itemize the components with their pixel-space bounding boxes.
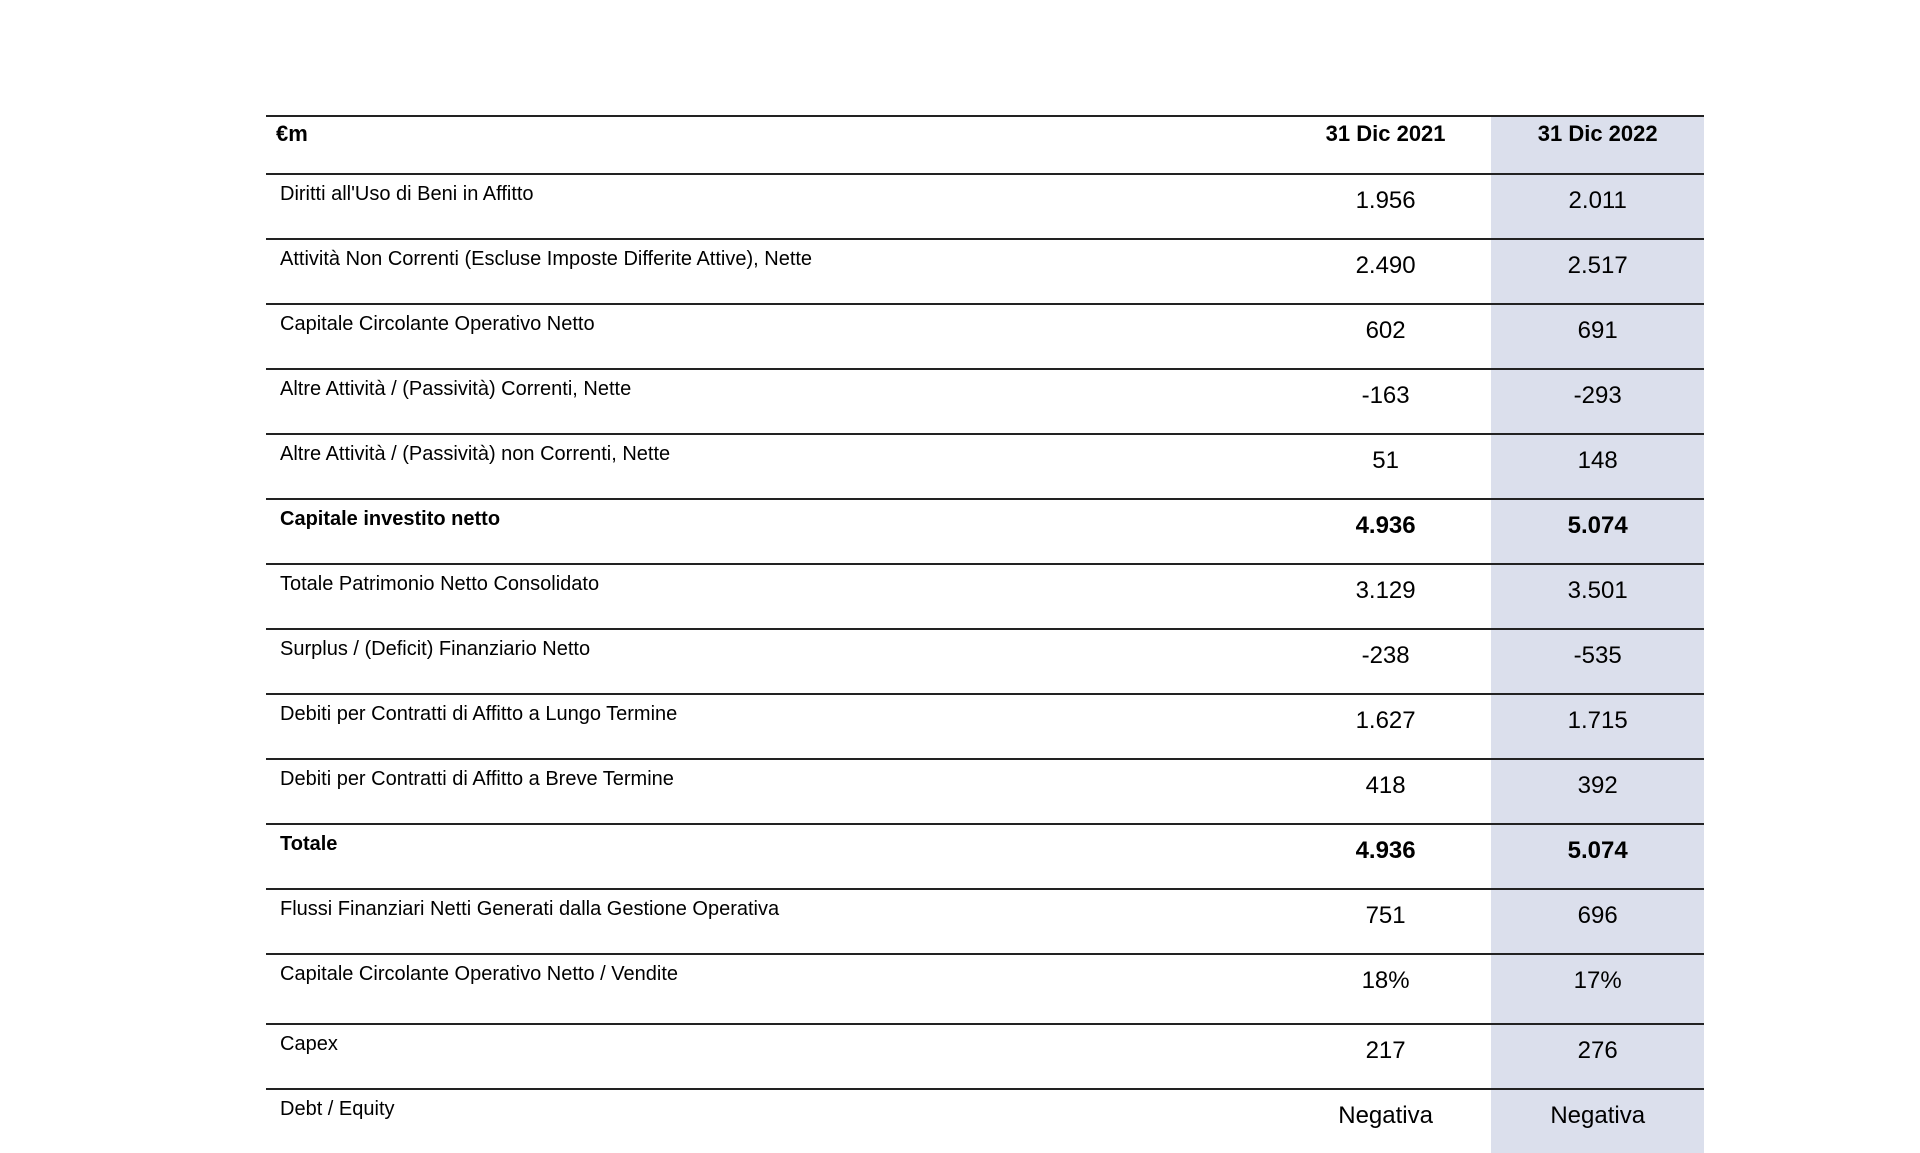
header-unit-label: €m bbox=[266, 116, 1280, 174]
row-label: Totale Patrimonio Netto Consolidato bbox=[266, 564, 1280, 629]
table-row bbox=[266, 824, 1704, 889]
row-label: Surplus / (Deficit) Finanziario Netto bbox=[266, 629, 1280, 694]
row-value-2022: 2.517 bbox=[1491, 239, 1704, 304]
table-row bbox=[266, 629, 1704, 694]
table-row bbox=[266, 954, 1704, 1024]
table-row bbox=[266, 1024, 1704, 1089]
row-value-2022: 392 bbox=[1491, 759, 1704, 824]
row-value-2021: -163 bbox=[1280, 369, 1492, 434]
row-value-2022: 691 bbox=[1491, 304, 1704, 369]
row-value-2021: 51 bbox=[1280, 434, 1492, 499]
row-label: Totale bbox=[266, 824, 1280, 889]
financial-summary-table bbox=[266, 115, 1704, 1153]
table-row bbox=[266, 174, 1704, 239]
row-label: Capitale Circolante Operativo Netto bbox=[266, 304, 1280, 369]
row-value-2021: -238 bbox=[1280, 629, 1492, 694]
table-row bbox=[266, 239, 1704, 304]
header-col-2021: 31 Dic 2021 bbox=[1280, 116, 1492, 174]
table-row bbox=[266, 889, 1704, 954]
header-col-2022: 31 Dic 2022 bbox=[1491, 116, 1704, 174]
table-row bbox=[266, 369, 1704, 434]
row-value-2021: 602 bbox=[1280, 304, 1492, 369]
row-value-2022: 17% bbox=[1491, 954, 1704, 1024]
row-label: Capitale Circolante Operativo Netto / Vendite bbox=[266, 954, 1280, 1024]
row-value-2021: 3.129 bbox=[1280, 564, 1492, 629]
row-value-2022: 2.011 bbox=[1491, 174, 1704, 239]
row-value-2022: 696 bbox=[1491, 889, 1704, 954]
row-value-2021: 2.490 bbox=[1280, 239, 1492, 304]
row-value-2021: 18% bbox=[1280, 954, 1492, 1024]
row-label: Flussi Finanziari Netti Generati dalla Gestione Operativa bbox=[266, 889, 1280, 954]
row-label: Altre Attività / (Passività) Correnti, Nette bbox=[266, 369, 1280, 434]
row-value-2021: 1.956 bbox=[1280, 174, 1492, 239]
table-row bbox=[266, 1089, 1704, 1153]
table-row bbox=[266, 304, 1704, 369]
row-value-2021: 4.936 bbox=[1280, 824, 1492, 889]
row-value-2021: 751 bbox=[1280, 889, 1492, 954]
row-value-2022: 5.074 bbox=[1491, 824, 1704, 889]
row-value-2021: 1.627 bbox=[1280, 694, 1492, 759]
row-value-2022: 276 bbox=[1491, 1024, 1704, 1089]
table-header-row bbox=[266, 116, 1704, 174]
table-row bbox=[266, 694, 1704, 759]
row-value-2021: 4.936 bbox=[1280, 499, 1492, 564]
row-label: Debiti per Contratti di Affitto a Lungo Termine bbox=[266, 694, 1280, 759]
row-value-2021: Negativa bbox=[1280, 1089, 1492, 1153]
row-value-2022: 148 bbox=[1491, 434, 1704, 499]
row-value-2022: Negativa bbox=[1491, 1089, 1704, 1153]
row-label: Debt / Equity bbox=[266, 1089, 1280, 1153]
row-value-2021: 217 bbox=[1280, 1024, 1492, 1089]
table-row bbox=[266, 434, 1704, 499]
table-row bbox=[266, 759, 1704, 824]
row-label: Capitale investito netto bbox=[266, 499, 1280, 564]
row-value-2022: 5.074 bbox=[1491, 499, 1704, 564]
row-value-2022: 1.715 bbox=[1491, 694, 1704, 759]
row-value-2022: -293 bbox=[1491, 369, 1704, 434]
table-row bbox=[266, 499, 1704, 564]
row-value-2022: 3.501 bbox=[1491, 564, 1704, 629]
table-row bbox=[266, 564, 1704, 629]
row-label: Diritti all'Uso di Beni in Affitto bbox=[266, 174, 1280, 239]
row-label: Attività Non Correnti (Escluse Imposte Differite Attive), Nette bbox=[266, 239, 1280, 304]
row-label: Capex bbox=[266, 1024, 1280, 1089]
row-label: Altre Attività / (Passività) non Correnti, Nette bbox=[266, 434, 1280, 499]
row-value-2022: -535 bbox=[1491, 629, 1704, 694]
row-value-2021: 418 bbox=[1280, 759, 1492, 824]
row-label: Debiti per Contratti di Affitto a Breve Termine bbox=[266, 759, 1280, 824]
